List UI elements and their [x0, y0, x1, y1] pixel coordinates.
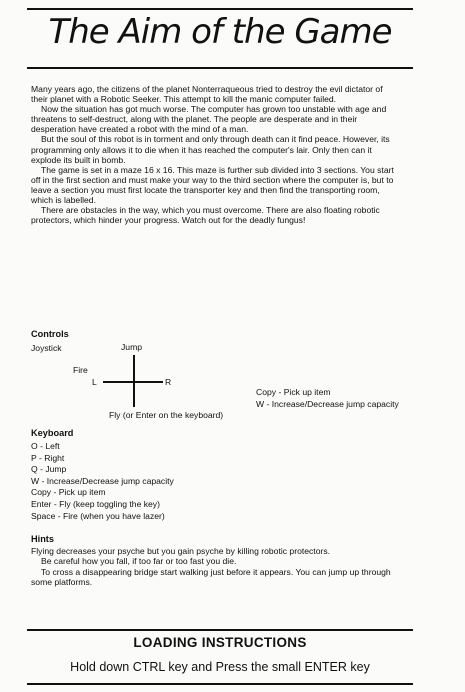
list-item: Q - Jump — [31, 464, 67, 475]
controls-heading: Controls — [31, 329, 69, 339]
joystick-cross-horizontal — [103, 381, 163, 383]
paragraph: But the soul of this robot is in torment and only through death can it find peace. However, its programming only allows it to die when it has reached the computer's lair. Only then can it explode its built in bomb. — [31, 134, 390, 165]
loading-top-rule — [27, 629, 413, 631]
paragraph: Many years ago, the citizens of the planet Nonterraqueous tried to destroy the evil dictator of their planet with a Robotic Seeker. This attempt to kill the manic computer failed. — [31, 84, 383, 105]
paragraph: Now the situation has got much worse. The computer has grown too unstable with age and threatens to self-destruct, along with the planet. The people are desperate and in their desperation have created a robot with the mind of a man. — [31, 104, 387, 135]
loading-heading: LOADING INSTRUCTIONS — [133, 635, 307, 650]
hints-text — [31, 546, 401, 588]
intro-text — [31, 84, 401, 225]
hint-line: To cross a disappearing bridge start walking just before it appears. You can jump up through some platforms. — [31, 566, 391, 588]
left-label: L — [92, 377, 97, 387]
list-item: O - Left — [31, 441, 60, 451]
list-item: P - Right — [31, 452, 65, 463]
title-rule — [27, 67, 413, 69]
keyboard-heading: Keyboard — [31, 428, 74, 438]
page-title: The Aim of the Game — [48, 12, 392, 52]
right-label: R — [165, 377, 172, 387]
list-item: Enter - Fly (keep toggling the key) — [31, 498, 160, 509]
hint-line: Flying decreases your psyche but you gain psyche by killing robotic protectors. — [31, 546, 331, 556]
joystick-label: Joystick — [31, 343, 62, 353]
hints-heading: Hints — [31, 534, 54, 544]
fly-label: Fly (or Enter on the keyboard) — [109, 410, 224, 420]
jump-label: Jump — [121, 342, 143, 352]
list-item: Space - Fire (when you have lazer) — [31, 510, 165, 521]
keyboard-list — [31, 441, 174, 522]
top-rule — [27, 8, 413, 10]
paragraph: There are obstacles in the way, which you must overcome. There are also floating robotic protectors, which hinder your progress. Watch out for the deadly fungus! — [31, 205, 380, 226]
list-item: Copy - Pick up item — [31, 487, 106, 498]
copy-label: Copy - Pick up item — [256, 387, 331, 397]
hint-line: Be careful how you fall, if too far or too fast you die. — [41, 556, 237, 567]
list-item: W - Increase/Decrease jump capacity — [31, 475, 174, 486]
bottom-rule — [27, 683, 413, 685]
w-label: W - Increase/Decrease jump capacity — [256, 399, 399, 409]
fire-label: Fire — [73, 365, 88, 375]
loading-text: Hold down CTRL key and Press the small ENTER key — [70, 660, 370, 674]
paragraph: The game is set in a maze 16 x 16. This maze is further sub divided into 3 sections. You start off in the first section and must make your way to the third section where the computer is, but to leave a section you must first locate the transporter key and then find the transporting room, which is labelled. — [31, 164, 394, 206]
